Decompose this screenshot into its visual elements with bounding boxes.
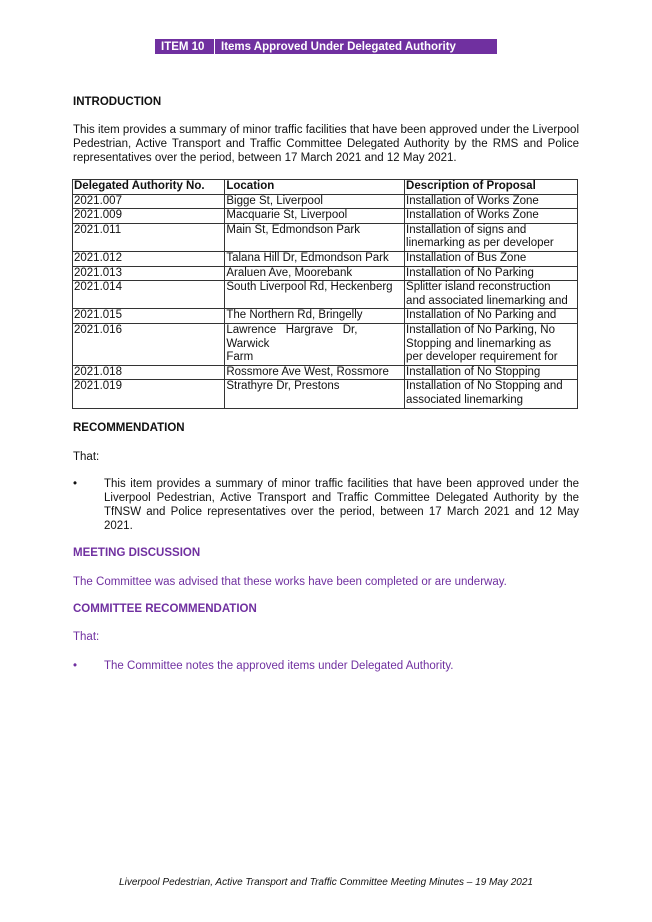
authority-number-cell: 2021.016 xyxy=(73,323,225,365)
committee-recommendation-heading: COMMITTEE RECOMMENDATION xyxy=(73,603,257,615)
description-cell xyxy=(405,323,578,365)
authority-number-cell: 2021.013 xyxy=(73,266,225,281)
description-cell xyxy=(405,281,578,309)
location-cell xyxy=(225,266,405,281)
authority-number-cell: 2021.015 xyxy=(73,309,225,324)
table-row xyxy=(73,309,578,324)
description-line: and associated linemarking and xyxy=(406,294,568,307)
location-line: Rossmore Ave West, Rossmore xyxy=(226,365,389,378)
bullet-icon: • xyxy=(73,660,78,672)
location-line: Talana Hill Dr, Edmondson Park xyxy=(226,251,389,264)
location-cell xyxy=(225,323,405,365)
description-line: Splitter island reconstruction xyxy=(406,281,551,294)
table-row xyxy=(73,251,578,266)
location-cell xyxy=(225,223,405,251)
description-line: Installation of No Stopping and xyxy=(406,380,563,393)
table-row xyxy=(73,281,578,309)
location-line: Warwick xyxy=(226,337,270,350)
authority-number-cell: 2021.011 xyxy=(73,223,225,251)
description-line: Installation of Works Zone xyxy=(406,209,539,222)
recommendation-text: This item provides a summary of minor traffic facilities that have been approved under the Liverpool Pedestrian, Active Transport and Traffic Committee Delegated Authority by the TfNSW and Police representatives over the period, between 17 March 2021 and 12 May 2021. xyxy=(104,478,579,532)
table-row xyxy=(73,323,578,365)
description-cell xyxy=(405,194,578,209)
location-line: Strathyre Dr, Prestons xyxy=(226,380,340,393)
footer-text: Liverpool Pedestrian, Active Transport and Traffic Committee Meeting Minutes – 19 May 2021 xyxy=(119,877,533,888)
recommendation-heading: RECOMMENDATION xyxy=(73,422,185,434)
location-cell xyxy=(225,251,405,266)
location-cell xyxy=(225,281,405,309)
location-line: The Northern Rd, Bringelly xyxy=(226,309,363,322)
table-row xyxy=(73,380,578,408)
description-line: per developer requirement for xyxy=(406,351,558,364)
location-line: Farm xyxy=(226,351,254,364)
table-row xyxy=(73,194,578,209)
location-cell xyxy=(225,365,405,380)
committee-recommendation-text: The Committee notes the approved items under Delegated Authority. xyxy=(104,660,454,672)
authority-number-cell: 2021.012 xyxy=(73,251,225,266)
authority-number-cell: 2021.018 xyxy=(73,365,225,380)
authority-number-cell: 2021.007 xyxy=(73,194,225,209)
description-cell xyxy=(405,380,578,408)
introduction-text: This item provides a summary of minor traffic facilities that have been approved under the Liverpool Pedestrian, Active Transport and Traffic Committee Delegated Authority by the RMS and Police representatives over the period, between 17 March 2021 and 12 May 2021. xyxy=(73,124,579,164)
item-banner xyxy=(155,39,497,54)
description-line: Stopping and linemarking as xyxy=(406,337,552,350)
authority-number-cell: 2021.014 xyxy=(73,281,225,309)
item-number: ITEM 10 xyxy=(155,39,215,54)
table-row xyxy=(73,365,578,380)
authority-number-cell: 2021.019 xyxy=(73,380,225,408)
description-line: Installation of No Parking xyxy=(406,266,534,279)
column-header: Location xyxy=(225,180,405,195)
description-line: Installation of Works Zone xyxy=(406,194,539,207)
description-cell xyxy=(405,365,578,380)
location-cell xyxy=(225,194,405,209)
description-line: Installation of Bus Zone xyxy=(406,251,527,264)
authority-number-cell: 2021.009 xyxy=(73,209,225,224)
meeting-discussion-heading: MEETING DISCUSSION xyxy=(73,547,201,559)
location-cell xyxy=(225,309,405,324)
delegated-items-table xyxy=(72,179,578,409)
description-line: Installation of No Parking and xyxy=(406,309,557,322)
table-row xyxy=(73,266,578,281)
location-cell xyxy=(225,209,405,224)
table-body xyxy=(73,194,578,408)
description-line: Installation of No Parking, No xyxy=(406,323,555,336)
recommendation-that: That: xyxy=(73,451,100,463)
meeting-discussion-text: The Committee was advised that these works have been completed or are underway. xyxy=(73,576,507,588)
description-cell xyxy=(405,223,578,251)
table-header-row xyxy=(73,180,578,195)
location-line: South Liverpool Rd, Heckenberg xyxy=(226,281,393,294)
description-line: linemarking as per developer xyxy=(406,237,554,250)
table-row xyxy=(73,223,578,251)
description-cell xyxy=(405,209,578,224)
introduction-heading: INTRODUCTION xyxy=(73,96,162,108)
location-line: Araluen Ave, Moorebank xyxy=(226,266,353,279)
committee-recommendation-that: That: xyxy=(73,631,100,643)
description-line: associated linemarking xyxy=(406,393,524,406)
table-row xyxy=(73,209,578,224)
location-cell xyxy=(225,380,405,408)
description-cell xyxy=(405,266,578,281)
description-line: Installation of signs and xyxy=(406,223,527,236)
column-header: Delegated Authority No. xyxy=(73,180,225,195)
location-line: Main St, Edmondson Park xyxy=(226,223,360,236)
page-footer xyxy=(0,877,652,888)
item-title: Items Approved Under Delegated Authority xyxy=(221,40,456,53)
column-header: Description of Proposal xyxy=(405,180,578,195)
location-line: Macquarie St, Liverpool xyxy=(226,209,348,222)
bullet-icon: • xyxy=(73,478,78,490)
description-line: Installation of No Stopping xyxy=(406,365,541,378)
description-cell xyxy=(405,251,578,266)
description-cell xyxy=(405,309,578,324)
location-line: Bigge St, Liverpool xyxy=(226,194,323,207)
location-line: Lawrence Hargrave Dr, xyxy=(226,323,358,336)
